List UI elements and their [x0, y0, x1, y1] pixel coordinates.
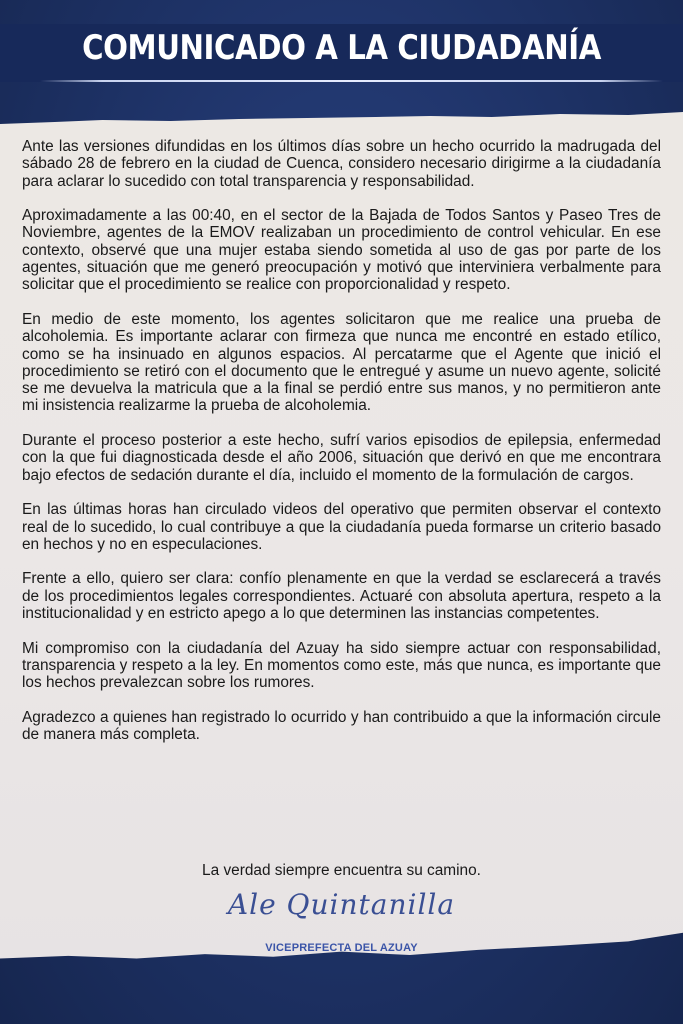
title-underline [40, 80, 663, 82]
signature: Ale Quintanilla [227, 888, 456, 921]
paragraph: Durante el proceso posterior a este hecho, sufrí varios episodios de epilepsia, enfermedad con la que fui diagnosticada desde el año 2006, situación que derivó en que me encontrara bajo efectos de sedación durante el día, incluido el momento de la formulación de cargos. [22, 432, 661, 484]
page-title: COMUNICADO A LA CIUDADANÍA [82, 28, 601, 68]
signer-role: VICEPREFECTA DEL AZUAY [265, 942, 418, 954]
paragraph: En medio de este momento, los agentes solicitaron que me realice una prueba de alcoholemia. Es importante aclarar con firmeza que nunca me encontré en estado etílico, como se ha insinuado en algunos espacios. Al percatarme que el Agente que inició el procedimiento se retiró con el documento que le entregué y asume un nuevo agente, solicité se me devuelva la matricula que a la final se perdió entre sus manos, y no permitieron ante mi insistencia realizarme la prueba de alcoholemia. [22, 310, 661, 415]
paragraph: Frente a ello, quiero ser clara: confío plenamente en que la verdad se esclarecerá a través de los procedimientos legales correspondientes. Actuaré con absoluta apertura, respeto a la institucionalidad y en estricto apego a lo que determinen las instancias competentes. [22, 570, 661, 623]
paragraph: Agradezco a quienes han registrado lo ocurrido y han contribuido a que la información circule de manera más completa. [22, 708, 661, 744]
paragraph: Ante las versiones difundidas en los últimos días sobre un hecho ocurrido la madrugada del sábado 28 de febrero en la ciudad de Cuenca, considero necesario dirigirme a la ciudadanía para aclarar lo sucedido con total transparencia y responsabilidad. [22, 138, 661, 190]
paragraph: En las últimas horas han circulado videos del operativo que permiten observar el contexto real de lo sucedido, lo cual contribuye a que la ciudadanía pueda formarse un criterio basado en hechos y no en especulaciones. [22, 501, 661, 553]
paragraph: Aproximadamente a las 00:40, en el sector de la Bajada de Todos Santos y Paseo Tres de Noviembre, agentes de la EMOV realizaban un procedimiento de control vehicular. En ese contexto, observé que una mujer estaba siendo sometida al uso de gas por parte de los agentes, situación que me generó preocupación y motivó que interviniera verbalmente para solicitar que el procedimiento se realice con proporcionalidad y respeto. [22, 207, 661, 294]
closing-line: La verdad siempre encuentra su camino. [202, 862, 481, 879]
paragraph: Mi compromiso con la ciudadanía del Azuay ha sido siempre actuar con responsabilidad, transparencia y respeto a la ley. En momentos como este, más que nunca, es importante que los hechos prevalezcan sobre los rumores. [22, 639, 661, 692]
statement-body [22, 138, 661, 761]
